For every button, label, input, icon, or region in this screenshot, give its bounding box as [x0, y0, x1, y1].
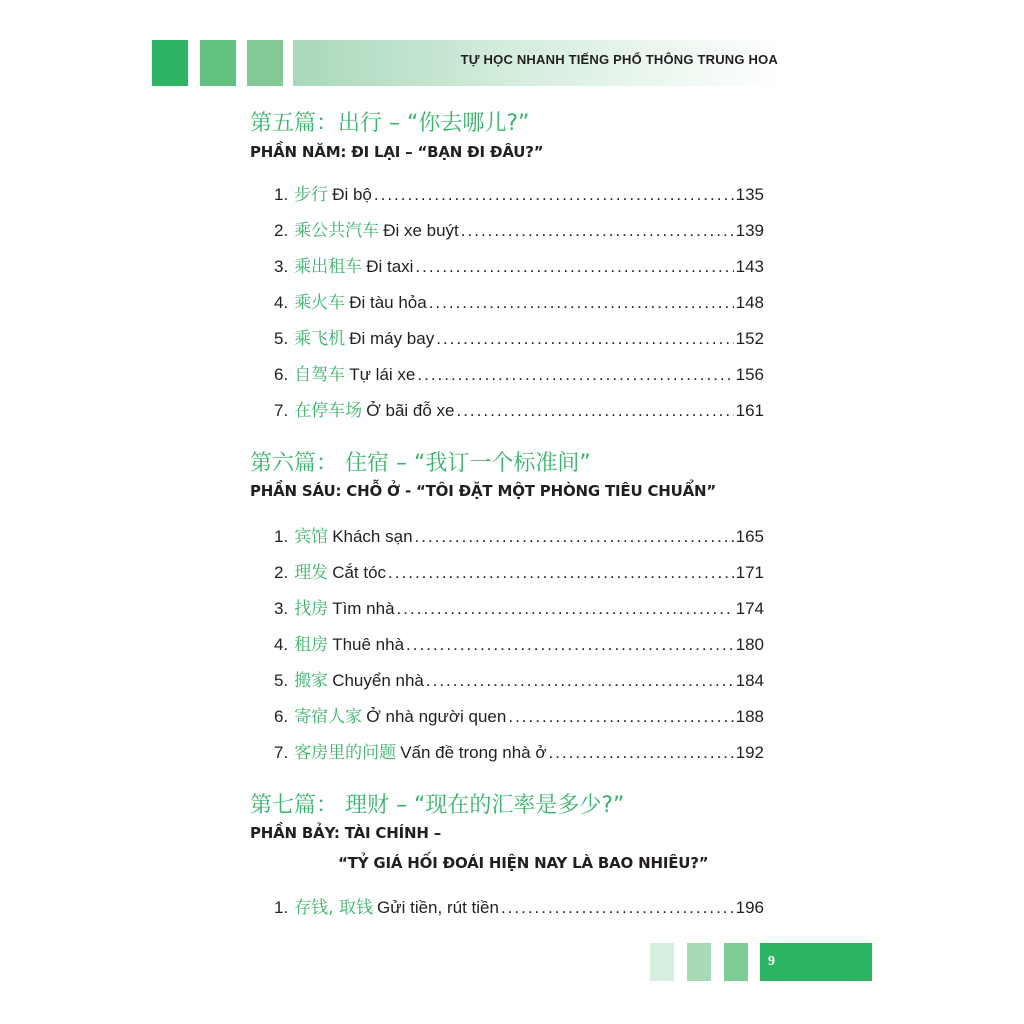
dot-leader [374, 185, 734, 205]
toc-entry[interactable]: 4. 租房 Thuê nhà ..... 180 [274, 630, 764, 655]
dot-leader [461, 221, 734, 241]
dot-leader [417, 365, 733, 385]
footer-accent-square-3 [724, 943, 748, 981]
toc-entry[interactable]: 6. 寄宿人家 Ở nhà người quen ..... 188 [274, 702, 764, 727]
footer-page-bar [760, 943, 872, 981]
dot-leader [549, 743, 734, 763]
toc-entry[interactable]: 2. 乘公共汽车 Đi xe buýt ..... 139 [274, 216, 764, 241]
toc-entry[interactable]: 3. 乘出租车 Đi taxi ..... 143 [274, 252, 764, 277]
dot-leader [436, 329, 733, 349]
toc-entry[interactable]: 1. 步行 Đi bộ ..... 135 [274, 180, 764, 205]
toc-entry[interactable]: 7. 客房里的问题 Vấn đề trong nhà ở ..... 192 [274, 738, 764, 763]
header-accent-square-2 [200, 40, 236, 86]
section-6-cn-title: 第六篇： 住宿 – “我订一个标准间” [250, 451, 591, 476]
dot-leader [388, 563, 734, 583]
dot-leader [456, 401, 733, 421]
toc-entry[interactable]: 2. 理发 Cắt tóc ..... 171 [274, 558, 764, 583]
toc-entry[interactable]: 6. 自驾车 Tự lái xe ..... 156 [274, 360, 764, 385]
dot-leader [508, 707, 733, 727]
section-7-vn-subtitle: “TỶ GIÁ HỐI ĐOÁI HIỆN NAY LÀ BAO NHIÊU?” [338, 854, 709, 872]
header-accent-square-1 [152, 40, 188, 86]
dot-leader [397, 599, 734, 619]
dot-leader [406, 635, 734, 655]
toc-entry[interactable]: 4. 乘火车 Đi tàu hỏa ..... 148 [274, 288, 764, 313]
toc-entry[interactable]: 1. 宾馆 Khách sạn ..... 165 [274, 522, 764, 547]
toc-entry[interactable]: 5. 搬家 Chuyển nhà ..... 184 [274, 666, 764, 691]
toc-entry[interactable]: 3. 找房 Tìm nhà ..... 174 [274, 594, 764, 619]
section-7-cn-title: 第七篇： 理财 – “现在的汇率是多少?” [250, 793, 625, 818]
section-6-vn-title: PHẦN SÁU: CHỖ Ở - “TÔI ĐẶT MỘT PHÒNG TIÊU CHUẨN” [250, 482, 717, 500]
section-5-vn-title: PHẦN NĂM: ĐI LẠI – “BẠN ĐI ĐÂU?” [250, 143, 544, 161]
toc-entry[interactable]: 7. 在停车场 Ở bãi đỗ xe ..... 161 [274, 396, 764, 421]
footer-accent-square-2 [687, 943, 711, 981]
header-accent-square-3 [247, 40, 283, 86]
toc-entry[interactable]: 5. 乘飞机 Đi máy bay ..... 152 [274, 324, 764, 349]
section-7-vn-title: PHẦN BẢY: TÀI CHÍNH – [250, 824, 442, 842]
dot-leader [429, 293, 734, 313]
dot-leader [501, 898, 734, 918]
section-5-cn-title: 第五篇：出行 – “你去哪儿?” [250, 111, 530, 136]
dot-leader [415, 257, 733, 277]
footer-accent-square-1 [650, 943, 674, 981]
dot-leader [415, 527, 734, 547]
dot-leader [426, 671, 734, 691]
page-number: 9 [768, 954, 775, 969]
toc-entry[interactable]: 1. 存钱, 取钱 Gửi tiền, rút tiền ..... 196 [274, 893, 764, 918]
book-title: TỰ HỌC NHANH TIẾNG PHỔ THÔNG TRUNG HOA [460, 52, 778, 67]
